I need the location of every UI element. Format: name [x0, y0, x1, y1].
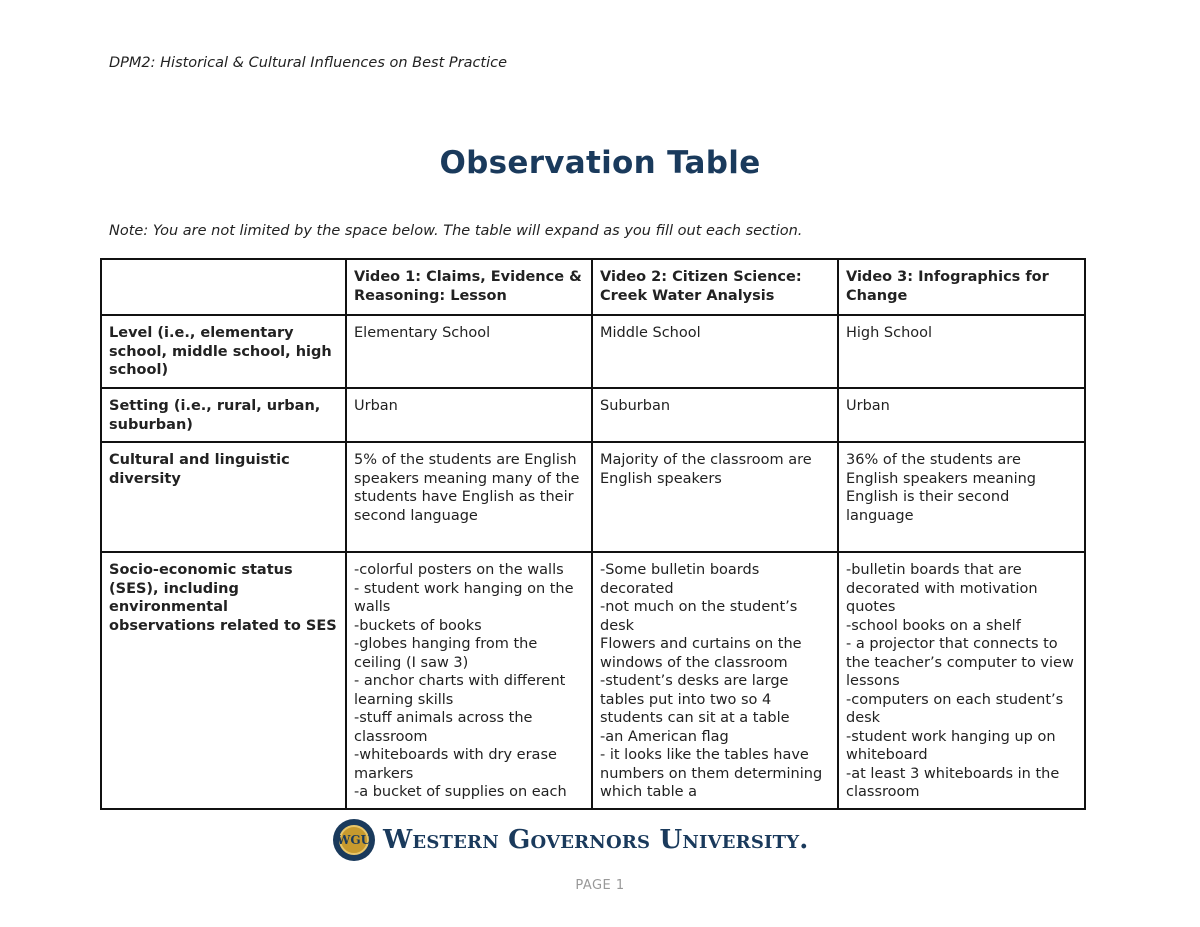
header-cell-video-2: Video 2: Citizen Science: Creek Water Analysis	[592, 259, 838, 315]
page-title: Observation Table	[439, 145, 761, 181]
table-row	[101, 442, 1085, 552]
header-cell-empty	[101, 259, 346, 315]
page-number: PAGE 1	[575, 878, 625, 893]
table-header-row	[101, 259, 1085, 315]
table-cell: High School	[838, 315, 1085, 388]
table-row	[101, 552, 1085, 809]
logo-wordmark: Western Governors University.	[383, 825, 809, 855]
header-cell-video-1: Video 1: Claims, Evidence & Reasoning: Lesson	[346, 259, 592, 315]
table-cell: 36% of the students are English speakers meaning English is their second language	[838, 442, 1085, 552]
table-cell: 5% of the students are English speakers meaning many of the students have English as their second language	[346, 442, 592, 552]
table-cell: Middle School	[592, 315, 838, 388]
header-cell-video-3: Video 3: Infographics for Change	[838, 259, 1085, 315]
table-cell: Majority of the classroom are English speakers	[592, 442, 838, 552]
table-cell: -colorful posters on the walls - student work hanging on the walls -buckets of books -globes hanging from the ceiling (I saw 3) - anchor charts with different learning skills -stuff animals across the classroom -whiteboards with dry erase markers -a bucket of supplies on each	[346, 552, 592, 809]
row-label-level: Level (i.e., elementary school, middle school, high school)	[101, 315, 346, 388]
wgu-seal-monogram: WGU	[339, 825, 369, 855]
table-cell: Urban	[838, 388, 1085, 442]
row-label-diversity: Cultural and linguistic diversity	[101, 442, 346, 552]
observation-table	[100, 258, 1086, 810]
row-label-ses: Socio-economic status (SES), including environmental observations related to SES	[101, 552, 346, 809]
row-label-setting: Setting (i.e., rural, urban, suburban)	[101, 388, 346, 442]
wgu-seal-icon	[333, 819, 375, 861]
table-row	[101, 315, 1085, 388]
table-row	[101, 388, 1085, 442]
table-cell: Suburban	[592, 388, 838, 442]
table-cell: Elementary School	[346, 315, 592, 388]
running-header: DPM2: Historical & Cultural Influences on Best Practice	[109, 55, 508, 71]
table-cell: Urban	[346, 388, 592, 442]
wgu-logo	[333, 818, 809, 862]
table-cell: -Some bulletin boards decorated -not much on the student’s desk Flowers and curtains on the windows of the classroom -student’s desks are large tables put into two so 4 students can sit at a table -an American flag - it looks like the tables have numbers on them determining which table a	[592, 552, 838, 809]
table-cell: -bulletin boards that are decorated with motivation quotes -school books on a shelf - a projector that connects to the teacher’s computer to view lessons -computers on each student’s desk -student work hanging up on whiteboard -at least 3 whiteboards in the classroom	[838, 552, 1085, 809]
instruction-note: Note: You are not limited by the space below. The table will expand as you fill out each section.	[109, 223, 803, 239]
